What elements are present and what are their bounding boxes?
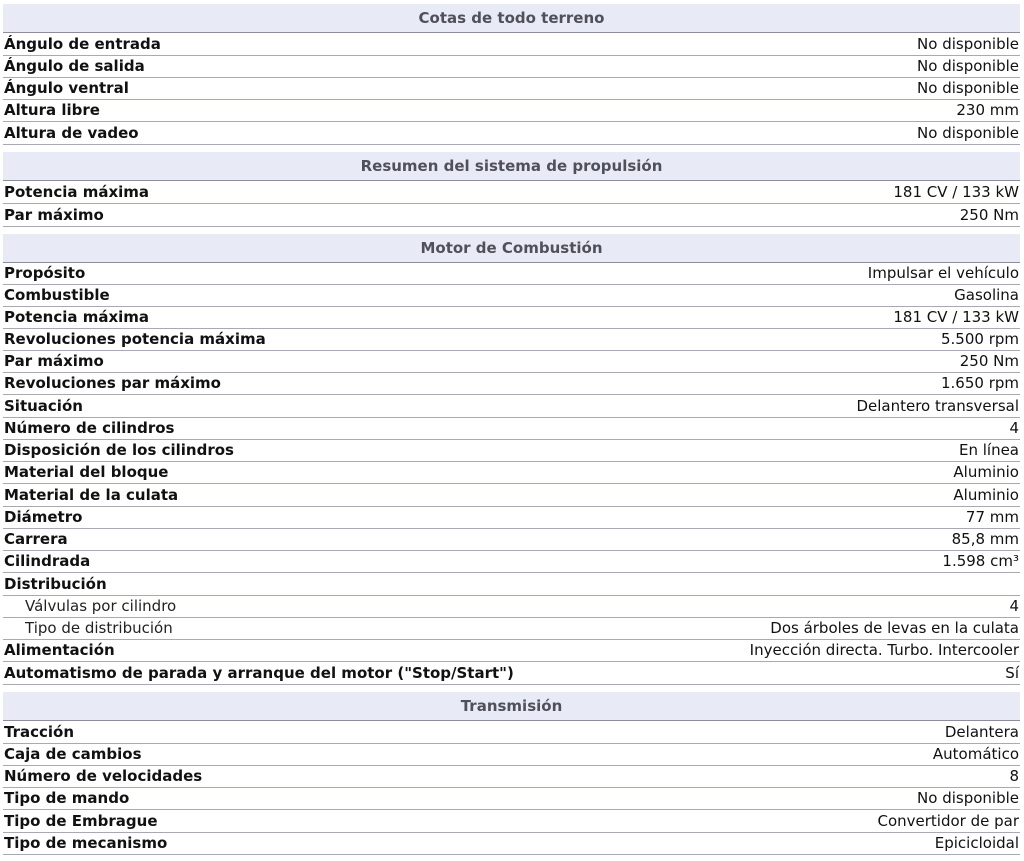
spec-row <box>3 307 1020 329</box>
spec-label: Automatismo de parada y arranque del motor ("Stop/Start") <box>4 664 514 682</box>
spec-row <box>3 484 1020 507</box>
spec-value: 181 CV / 133 kW <box>893 308 1019 326</box>
section-header-cotas: Cotas de todo terreno <box>3 4 1020 33</box>
spec-row <box>3 596 1020 618</box>
spec-value: 85,8 mm <box>951 530 1019 548</box>
spec-label: Ángulo de entrada <box>4 35 161 53</box>
spec-row <box>3 329 1020 351</box>
spec-row <box>3 662 1020 685</box>
spec-label: Revoluciones potencia máxima <box>4 330 266 348</box>
spec-value: No disponible <box>917 35 1019 53</box>
spec-label: Par máximo <box>4 352 104 370</box>
spec-row <box>3 263 1020 285</box>
spec-value: 250 Nm <box>959 352 1019 370</box>
spec-label: Situación <box>4 397 83 415</box>
spec-value: Delantero transversal <box>856 397 1019 415</box>
spec-label: Material de la culata <box>4 486 179 504</box>
spec-value: 5.500 rpm <box>940 330 1019 348</box>
spec-label: Tipo de mecanismo <box>4 834 168 852</box>
spec-value: En línea <box>958 441 1019 459</box>
spec-label: Disposición de los cilindros <box>4 441 234 459</box>
spec-label: Revoluciones par máximo <box>4 374 221 392</box>
spec-label: Válvulas por cilindro <box>25 597 177 615</box>
spec-value: Aluminio <box>953 486 1019 504</box>
spec-value: 4 <box>1009 597 1019 615</box>
spec-row <box>3 56 1020 78</box>
spec-row <box>3 285 1020 307</box>
spec-value: Sí <box>1005 664 1019 682</box>
spec-row <box>3 122 1020 145</box>
spec-label: Material del bloque <box>4 463 169 481</box>
section-header-transmision: Transmisión <box>3 692 1020 721</box>
spec-label: Tipo de mando <box>4 789 130 807</box>
spec-row <box>3 833 1020 855</box>
spec-label: Número de cilindros <box>4 419 175 437</box>
spec-label: Diámetro <box>4 508 83 526</box>
spec-value: 250 Nm <box>959 206 1019 224</box>
spec-label: Altura libre <box>4 101 100 119</box>
spec-row <box>3 462 1020 484</box>
section-header-propulsion: Resumen del sistema de propulsión <box>3 152 1020 181</box>
spec-value: No disponible <box>917 79 1019 97</box>
spec-row <box>3 440 1020 462</box>
spec-row <box>3 507 1020 529</box>
spec-row <box>3 100 1020 122</box>
spec-row <box>3 418 1020 440</box>
spec-row <box>3 721 1020 744</box>
spec-label: Combustible <box>4 286 110 304</box>
spec-row <box>3 744 1020 766</box>
spec-value: Dos árboles de levas en la culata <box>770 619 1019 637</box>
spec-value: Automático <box>932 745 1019 763</box>
spec-label: Par máximo <box>4 206 104 224</box>
spec-row <box>3 551 1020 573</box>
spec-row <box>3 181 1020 204</box>
spec-label: Propósito <box>4 264 86 282</box>
spec-row <box>3 78 1020 100</box>
spec-row <box>3 529 1020 551</box>
spec-row <box>3 373 1020 395</box>
spec-value: Inyección directa. Turbo. Intercooler <box>749 641 1019 659</box>
spec-label: Ángulo ventral <box>4 79 129 97</box>
spec-value: 4 <box>1009 419 1019 437</box>
spec-row <box>3 766 1020 788</box>
section-header-motor: Motor de Combustión <box>3 234 1020 263</box>
spec-value: 77 mm <box>965 508 1019 526</box>
spec-value: Delantera <box>944 723 1019 741</box>
spec-value: No disponible <box>917 57 1019 75</box>
spec-label: Número de velocidades <box>4 767 203 785</box>
spec-label: Altura de vadeo <box>4 124 139 142</box>
spec-value: 1.650 rpm <box>940 374 1019 392</box>
spec-row <box>3 351 1020 373</box>
spec-label: Caja de cambios <box>4 745 142 763</box>
spec-label: Tipo de Embrague <box>4 812 158 830</box>
spec-label: Tracción <box>4 723 75 741</box>
spec-value: 230 mm <box>956 101 1019 119</box>
spec-value: Gasolina <box>954 286 1019 304</box>
spec-row <box>3 33 1020 56</box>
spec-label: Alimentación <box>4 641 115 659</box>
spec-label: Carrera <box>4 530 68 548</box>
spec-value: Aluminio <box>953 463 1019 481</box>
spec-value: No disponible <box>917 789 1019 807</box>
spec-row <box>3 573 1020 596</box>
spec-value: Epicicloidal <box>934 834 1019 852</box>
spec-label: Cilindrada <box>4 552 91 570</box>
spec-value: 8 <box>1009 767 1019 785</box>
spec-label: Potencia máxima <box>4 308 150 326</box>
spec-label: Potencia máxima <box>4 183 150 201</box>
spec-row <box>3 640 1020 662</box>
spec-value: 181 CV / 133 kW <box>893 183 1019 201</box>
spec-value: No disponible <box>917 124 1019 142</box>
spec-value: Impulsar el vehículo <box>867 264 1019 282</box>
spec-row <box>3 788 1020 810</box>
spec-label: Ángulo de salida <box>4 57 145 75</box>
spec-value: 1.598 cm³ <box>942 552 1019 570</box>
spec-label: Tipo de distribución <box>25 619 173 637</box>
spec-value: Convertidor de par <box>877 812 1019 830</box>
spec-row <box>3 618 1020 640</box>
spec-row <box>3 810 1020 833</box>
spec-row <box>3 395 1020 418</box>
spec-row <box>3 204 1020 227</box>
spec-label: Distribución <box>4 575 107 593</box>
